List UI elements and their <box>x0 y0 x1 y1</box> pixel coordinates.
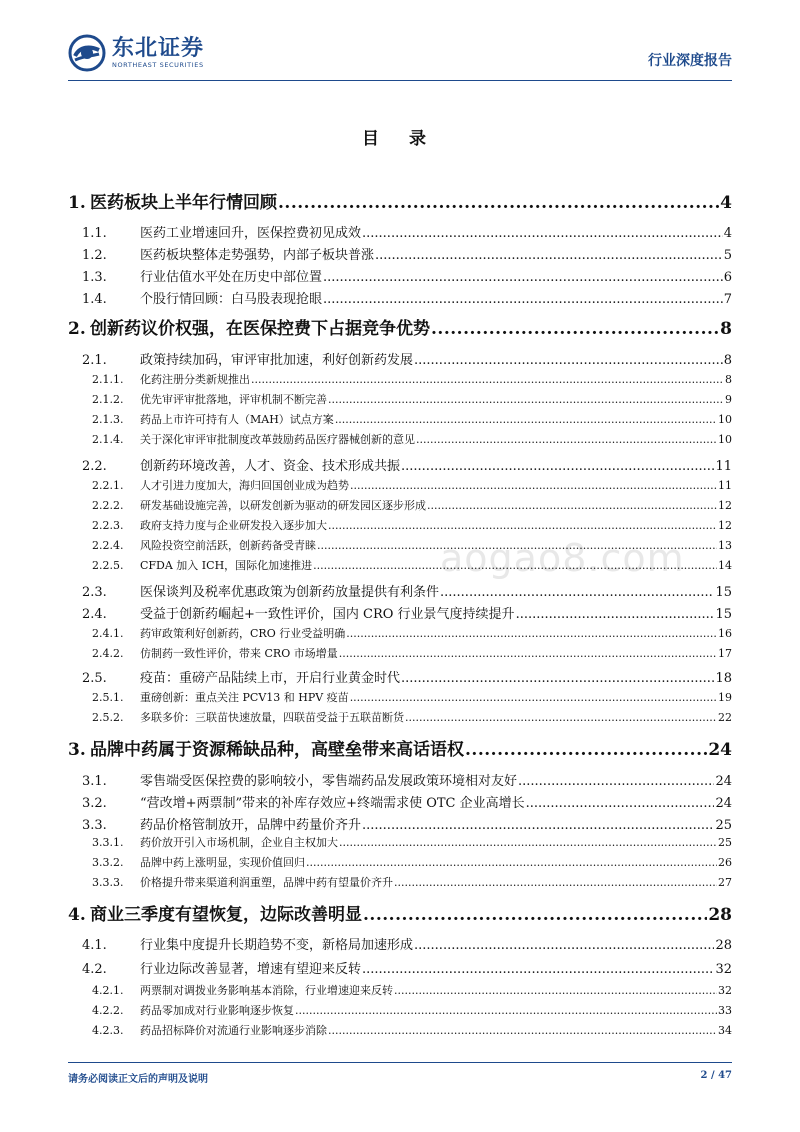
toc-entry-number: 4.2.1. <box>92 984 124 997</box>
toc-entry-level3[interactable] <box>92 982 732 998</box>
toc-entry-title: “营改增+两票制”带来的补库存效应+终端需求使 OTC 企业高增长 <box>140 796 525 811</box>
toc-entry-level2[interactable] <box>82 792 732 811</box>
toc-entry-number: 1.3. <box>82 270 107 285</box>
toc-entry-number: 2. <box>68 319 86 339</box>
toc-entry-number: 2.4.2. <box>92 647 124 660</box>
toc-entry-level2[interactable] <box>82 222 732 241</box>
toc-entry-number: 1.1. <box>82 226 107 241</box>
toc-entry-number: 2.4. <box>82 607 107 622</box>
toc-entry-title: 仿制药一致性评价，带来 CRO 市场增量 <box>140 647 338 660</box>
toc-entry-level3[interactable] <box>92 625 732 641</box>
toc-entry-title: 疫苗：重磅产品陆续上市，开启行业黄金时代 <box>140 671 401 686</box>
toc-entry-number: 3.3.3. <box>92 876 124 889</box>
toc-entry-level1[interactable] <box>68 735 732 760</box>
toc-entry-title: 政策持续加码，审评审批加速，利好创新药发展 <box>140 353 414 368</box>
toc-entry-page: 10 <box>718 433 732 446</box>
toc-entry-number: 4.2.3. <box>92 1024 124 1037</box>
toc-entry-number: 3.3.1. <box>92 836 124 849</box>
toc-entry-page: 8 <box>720 319 732 339</box>
toc-entry-level2[interactable] <box>82 581 732 600</box>
toc-entry-page: 17 <box>718 647 732 660</box>
toc-entry-number: 4.1. <box>82 938 107 953</box>
toc-entry-title: 化药注册分类新规推出 <box>140 373 250 386</box>
toc-entry-title: 品牌中药上涨明显，实现价值回归 <box>140 856 305 869</box>
toc-entry-level3[interactable] <box>92 874 732 890</box>
toc-entry-title: 优先审评审批落地，评审机制不断完善 <box>140 393 327 406</box>
toc-entry-title: 重磅创新：重点关注 PCV13 和 HPV 疫苗 <box>140 691 349 704</box>
toc-entry-number: 2.2.4. <box>92 539 124 552</box>
toc-entry-page: 8 <box>725 373 732 386</box>
toc-leader-dots <box>465 740 707 760</box>
page-number: 2 / 47 <box>700 1070 732 1081</box>
toc-entry-page: 13 <box>718 539 732 552</box>
toc-entry-title: 药价放开引入市场机制，企业自主权加大 <box>140 836 338 849</box>
toc-entry-title: 行业边际改善显著，增速有望迎来反转 <box>140 962 362 977</box>
toc-entry-level3[interactable] <box>92 411 732 427</box>
toc-entry-number: 2.2.5. <box>92 559 124 572</box>
toc-leader-dots <box>313 559 717 572</box>
toc-leader-dots <box>328 393 724 406</box>
toc-entry-title: 两票制对调拨业务影响基本消除，行业增速迎来反转 <box>140 984 393 997</box>
toc-leader-dots <box>278 193 719 213</box>
toc-entry-page: 11 <box>715 459 732 474</box>
toc-entry-page: 24 <box>715 796 732 811</box>
toc-entry-number: 4.2. <box>82 962 107 977</box>
toc-leader-dots <box>350 691 717 704</box>
toc-entry-page: 25 <box>718 836 732 849</box>
toc-leader-dots <box>362 226 723 241</box>
report-type: 行业深度报告 <box>648 53 732 69</box>
toc-entry-number: 1. <box>68 193 86 213</box>
toc-leader-dots <box>414 938 714 953</box>
toc-entry-title: 个股行情回顾：白马股表现抢眼 <box>140 292 323 307</box>
toc-entry-page: 28 <box>708 905 732 925</box>
toc-leader-dots <box>339 836 717 849</box>
toc-entry-level3[interactable] <box>92 834 732 850</box>
toc-leader-dots <box>405 711 717 724</box>
toc-entry-title: 研发基础设施完善，以研发创新为驱动的研发园区逐步形成 <box>140 499 426 512</box>
toc-leader-dots <box>335 413 717 426</box>
toc-entry-level2[interactable] <box>82 814 732 833</box>
toc-entry-level3[interactable] <box>92 431 732 447</box>
logo-mark-icon <box>68 34 106 72</box>
toc-entry-page: 6 <box>723 270 732 285</box>
toc-entry-page: 22 <box>718 711 732 724</box>
toc-entry-page: 11 <box>718 479 732 492</box>
toc-entry-level3[interactable] <box>92 391 732 407</box>
toc-entry-title: 关于深化审评审批制度改革鼓励药品医疗器械创新的意见 <box>140 433 415 446</box>
toc-entry-page: 4 <box>720 193 732 213</box>
toc-entry-page: 10 <box>718 413 732 426</box>
toc-entry-page: 16 <box>718 627 732 640</box>
toc-entry-page: 15 <box>715 585 732 600</box>
toc-leader-dots <box>394 876 717 889</box>
toc-entry-page: 15 <box>715 607 732 622</box>
toc-leader-dots <box>431 319 719 339</box>
toc-entry-page: 18 <box>715 671 732 686</box>
toc-leader-dots <box>362 818 714 833</box>
toc-leader-dots <box>306 856 717 869</box>
toc-entry-page: 26 <box>718 856 732 869</box>
toc-leader-dots <box>328 519 717 532</box>
toc-entry-level2[interactable] <box>82 349 732 368</box>
toc-leader-dots <box>362 962 714 977</box>
toc-leader-dots <box>401 671 714 686</box>
toc-entry-page: 34 <box>718 1024 732 1037</box>
toc-entry-page: 25 <box>715 818 732 833</box>
toc-leader-dots <box>339 647 717 660</box>
toc-entry-level2[interactable] <box>82 770 732 789</box>
toc-entry-title: CFDA 加入 ICH，国际化加速推进 <box>140 559 313 572</box>
toc-entry-title: 药品招标降价对流通行业影响逐步消除 <box>140 1024 327 1037</box>
toc-entry-level1[interactable] <box>68 900 732 925</box>
toc-leader-dots <box>323 270 723 285</box>
toc-entry-page: 24 <box>708 740 732 760</box>
toc-entry-level2[interactable] <box>82 244 732 263</box>
toc-entry-title: 风险投资空前活跃，创新药备受青睐 <box>140 539 316 552</box>
watermark: aogao8.com <box>440 536 685 580</box>
toc-entry-title: 受益于创新药崛起+一致性评价，国内 CRO 行业景气度持续提升 <box>140 607 515 622</box>
toc-entry-level2[interactable] <box>82 667 732 686</box>
toc-leader-dots <box>350 479 717 492</box>
toc-entry-page: 32 <box>718 984 732 997</box>
toc-entry-level2[interactable] <box>82 958 732 977</box>
toc-leader-dots <box>526 796 715 811</box>
toc-entry-title: 创新药议价权强，在医保控费下占据竞争优势 <box>90 319 430 339</box>
toc-entry-number: 3.1. <box>82 774 107 789</box>
toc-title: 目 录 <box>362 129 438 149</box>
toc-entry-level3[interactable] <box>92 689 732 705</box>
toc-leader-dots <box>328 1024 717 1037</box>
toc-entry-level2[interactable] <box>82 603 732 622</box>
toc-entry-level3[interactable] <box>92 557 732 573</box>
toc-entry-title: 医药板块上半年行情回顾 <box>90 193 277 213</box>
toc-entry-title: 医药板块整体走势强势，内部子板块普涨 <box>140 248 375 263</box>
toc-leader-dots <box>295 1004 717 1017</box>
toc-entry-page: 4 <box>723 226 732 241</box>
toc-entry-level2[interactable] <box>82 266 732 285</box>
toc-entry-level1[interactable] <box>68 188 732 213</box>
toc-entry-number: 3.2. <box>82 796 107 811</box>
toc-entry-title: 药品价格管制放开，品牌中药量价齐升 <box>140 818 362 833</box>
toc-entry-number: 2.1.4. <box>92 433 124 446</box>
toc-entry-number: 2.4.1. <box>92 627 124 640</box>
toc-entry-page: 14 <box>718 559 732 572</box>
toc-entry-level3[interactable] <box>92 497 732 513</box>
footer-disclaimer: 请务必阅读正文后的声明及说明 <box>68 1074 208 1085</box>
toc-entry-page: 12 <box>718 499 732 512</box>
toc-entry-number: 1.4. <box>82 292 107 307</box>
toc-leader-dots <box>516 607 715 622</box>
toc-leader-dots <box>251 373 724 386</box>
toc-leader-dots <box>416 433 717 446</box>
toc-entry-title: 行业集中度提升长期趋势不变，新格局加速形成 <box>140 938 414 953</box>
toc-entry-number: 2.3. <box>82 585 107 600</box>
company-logo <box>68 34 204 72</box>
logo-cn-text: 东北证券 <box>112 35 205 61</box>
toc-leader-dots <box>440 585 714 600</box>
toc-entry-level3[interactable] <box>92 645 732 661</box>
toc-entry-title: 药品上市许可持有人（MAH）试点方案 <box>140 413 334 426</box>
toc-entry-page: 27 <box>718 876 732 889</box>
toc-entry-title: 零售端受医保控费的影响较小，零售端药品发展政策环境相对友好 <box>140 774 518 789</box>
header-divider <box>68 80 732 81</box>
toc-entry-page: 8 <box>723 353 732 368</box>
toc-leader-dots <box>414 353 723 368</box>
toc-entry-page: 5 <box>723 248 732 263</box>
toc-entry-level3[interactable] <box>92 1022 732 1038</box>
toc-entry-page: 28 <box>715 938 732 953</box>
toc-entry-level3[interactable] <box>92 854 732 870</box>
toc-entry-title: 价格提升带来渠道利润重塑，品牌中药有望量价齐升 <box>140 876 393 889</box>
toc-entry-number: 2.2.3. <box>92 519 124 532</box>
toc-entry-number: 3.3.2. <box>92 856 124 869</box>
toc-entry-title: 商业三季度有望恢复，边际改善明显 <box>90 905 362 925</box>
toc-leader-dots <box>317 539 717 552</box>
toc-leader-dots <box>518 774 714 789</box>
toc-entry-level2[interactable] <box>82 934 732 953</box>
toc-entry-page: 9 <box>725 393 732 406</box>
toc-entry-number: 2.5.2. <box>92 711 124 724</box>
toc-entry-number: 3. <box>68 740 86 760</box>
toc-entry-level3[interactable] <box>92 371 732 387</box>
toc-entry-page: 7 <box>723 292 732 307</box>
toc-entry-level1[interactable] <box>68 314 732 339</box>
toc-leader-dots <box>363 905 707 925</box>
toc-entry-title: 多联多价：三联苗快速放量，四联苗受益于五联苗断货 <box>140 711 404 724</box>
toc-entry-title: 行业估值水平处在历史中部位置 <box>140 270 323 285</box>
toc-entry-number: 4. <box>68 905 86 925</box>
footer-divider <box>68 1062 732 1063</box>
toc-entry-level3[interactable] <box>92 477 732 493</box>
toc-entry-level3[interactable] <box>92 709 732 725</box>
toc-leader-dots <box>394 984 717 997</box>
toc-entry-title: 医药工业增速回升，医保控费初见成效 <box>140 226 362 241</box>
toc-entry-page: 19 <box>718 691 732 704</box>
toc-entry-page: 33 <box>718 1004 732 1017</box>
toc-entry-number: 3.3. <box>82 818 107 833</box>
toc-entry-number: 2.1.1. <box>92 373 124 386</box>
toc-leader-dots <box>427 499 717 512</box>
toc-entry-level3[interactable] <box>92 1002 732 1018</box>
toc-entry-number: 2.5. <box>82 671 107 686</box>
page-header <box>68 34 732 78</box>
toc-entry-number: 2.2.2. <box>92 499 124 512</box>
toc-entry-level2[interactable] <box>82 455 732 474</box>
toc-entry-number: 2.2. <box>82 459 107 474</box>
toc-entry-number: 2.1.2. <box>92 393 124 406</box>
toc-entry-page: 12 <box>718 519 732 532</box>
toc-entry-number: 1.2. <box>82 248 107 263</box>
toc-leader-dots <box>375 248 723 263</box>
logo-en-text: NORTHEAST SECURITIES <box>112 60 204 69</box>
toc-entry-title: 创新药环境改善，人才、资金、技术形成共振 <box>140 459 401 474</box>
toc-entry-level3[interactable] <box>92 517 732 533</box>
toc-entry-number: 2.1. <box>82 353 107 368</box>
toc-entry-number: 2.1.3. <box>92 413 124 426</box>
toc-entry-title: 人才引进力度加大，海归回国创业成为趋势 <box>140 479 349 492</box>
toc-leader-dots <box>323 292 723 307</box>
toc-entry-page: 32 <box>715 962 732 977</box>
toc-entry-page: 24 <box>715 774 732 789</box>
toc-entry-number: 2.5.1. <box>92 691 124 704</box>
toc-entry-level2[interactable] <box>82 288 732 307</box>
toc-entry-number: 2.2.1. <box>92 479 124 492</box>
toc-entry-level3[interactable] <box>92 537 732 553</box>
toc-entry-title: 政府支持力度与企业研发投入逐步加大 <box>140 519 327 532</box>
toc-leader-dots <box>401 459 714 474</box>
toc-entry-number: 4.2.2. <box>92 1004 124 1017</box>
toc-entry-title: 品牌中药属于资源稀缺品种，高壁垒带来高话语权 <box>90 740 464 760</box>
toc-entry-title: 医保谈判及税率优惠政策为创新药放量提供有利条件 <box>140 585 440 600</box>
toc-entry-title: 药品零加成对行业影响逐步恢复 <box>140 1004 294 1017</box>
toc-leader-dots <box>346 627 717 640</box>
toc-entry-title: 药审政策利好创新药，CRO 行业受益明确 <box>140 627 346 640</box>
